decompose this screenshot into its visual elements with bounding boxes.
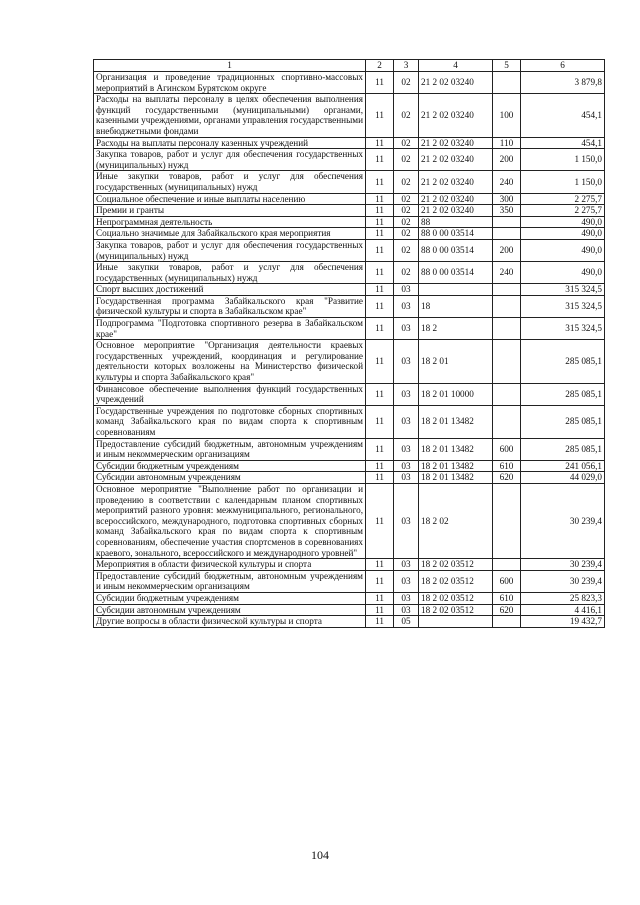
- amount: 30 239,4: [521, 570, 605, 592]
- subsection-code: 03: [394, 318, 419, 340]
- table-row: [94, 570, 605, 592]
- amount: 1 150,0: [521, 149, 605, 171]
- table-row: [94, 460, 605, 472]
- row-name: Иные закупки товаров, работ и услуг для обеспечения государственных (муниципальных) нужд: [94, 262, 366, 284]
- section-code: 11: [366, 570, 394, 592]
- section-code: 11: [366, 193, 394, 205]
- table-row: [94, 616, 605, 628]
- table-row: [94, 94, 605, 137]
- target-article-code: 88: [419, 216, 493, 228]
- subsection-code: 03: [394, 483, 419, 558]
- expense-type-code: [493, 284, 521, 296]
- expense-type-code: 600: [493, 438, 521, 460]
- target-article-code: 21 2 02 03240: [419, 72, 493, 94]
- expense-type-code: 610: [493, 460, 521, 472]
- row-name: Субсидии автономным учреждениям: [94, 604, 366, 616]
- subsection-code: 03: [394, 559, 419, 571]
- target-article-code: 18 2 01 13482: [419, 438, 493, 460]
- expense-type-code: 620: [493, 604, 521, 616]
- subsection-code: 03: [394, 472, 419, 484]
- subsection-code: 02: [394, 137, 419, 149]
- expense-type-code: [493, 616, 521, 628]
- subsection-code: 02: [394, 193, 419, 205]
- amount: 30 239,4: [521, 483, 605, 558]
- table-row: [94, 604, 605, 616]
- table-row: [94, 383, 605, 405]
- section-code: 11: [366, 604, 394, 616]
- amount: 285 085,1: [521, 383, 605, 405]
- expense-type-code: [493, 295, 521, 317]
- section-code: 11: [366, 383, 394, 405]
- subsection-code: 03: [394, 570, 419, 592]
- section-code: 11: [366, 205, 394, 217]
- target-article-code: 18 2 01 10000: [419, 383, 493, 405]
- subsection-code: 03: [394, 604, 419, 616]
- expense-type-code: 610: [493, 592, 521, 604]
- section-code: 11: [366, 405, 394, 438]
- table-row: [94, 284, 605, 296]
- table-row: [94, 262, 605, 284]
- section-code: 11: [366, 94, 394, 137]
- table-row: [94, 239, 605, 261]
- target-article-code: 21 2 02 03240: [419, 171, 493, 193]
- target-article-code: 18: [419, 295, 493, 317]
- header-cell: 5: [493, 60, 521, 72]
- section-code: 11: [366, 460, 394, 472]
- target-article-code: 18 2 02: [419, 483, 493, 558]
- expense-type-code: 100: [493, 94, 521, 137]
- table-row: [94, 559, 605, 571]
- section-code: 11: [366, 216, 394, 228]
- amount: 2 275,7: [521, 193, 605, 205]
- row-name: Предоставление субсидий бюджетным, автономным учреждениям и иным некоммерческим организациям: [94, 438, 366, 460]
- table-row: [94, 216, 605, 228]
- table-row: [94, 137, 605, 149]
- table-row: [94, 592, 605, 604]
- expense-type-code: 350: [493, 205, 521, 217]
- expense-type-code: 600: [493, 570, 521, 592]
- amount: 3 879,8: [521, 72, 605, 94]
- row-name: Иные закупки товаров, работ и услуг для обеспечения государственных (муниципальных) нужд: [94, 171, 366, 193]
- target-article-code: 88 0 00 03514: [419, 239, 493, 261]
- subsection-code: 02: [394, 216, 419, 228]
- subsection-code: 05: [394, 616, 419, 628]
- expense-type-code: [493, 383, 521, 405]
- target-article-code: 18 2 02 03512: [419, 570, 493, 592]
- target-article-code: [419, 616, 493, 628]
- section-code: 11: [366, 228, 394, 240]
- amount: 315 324,5: [521, 295, 605, 317]
- target-article-code: 18 2 02 03512: [419, 559, 493, 571]
- table-row: [94, 483, 605, 558]
- subsection-code: 03: [394, 295, 419, 317]
- target-article-code: 21 2 02 03240: [419, 193, 493, 205]
- amount: 315 324,5: [521, 318, 605, 340]
- target-article-code: 18 2 01: [419, 340, 493, 383]
- expense-type-code: 240: [493, 262, 521, 284]
- amount: 490,0: [521, 228, 605, 240]
- expense-type-code: 300: [493, 193, 521, 205]
- section-code: 11: [366, 559, 394, 571]
- expense-type-code: [493, 72, 521, 94]
- header-cell: 2: [366, 60, 394, 72]
- table-row: [94, 472, 605, 484]
- subsection-code: 03: [394, 383, 419, 405]
- row-name: Социально значимые для Забайкальского края мероприятия: [94, 228, 366, 240]
- subsection-code: 03: [394, 284, 419, 296]
- target-article-code: 18 2 01 13482: [419, 405, 493, 438]
- target-article-code: 88 0 00 03514: [419, 262, 493, 284]
- page-number: 104: [311, 848, 329, 862]
- subsection-code: 03: [394, 438, 419, 460]
- section-code: 11: [366, 262, 394, 284]
- amount: 285 085,1: [521, 438, 605, 460]
- row-name: Государственная программа Забайкальского края "Развитие физической культуры и спорта в Забайкальском крае": [94, 295, 366, 317]
- amount: 490,0: [521, 216, 605, 228]
- row-name: Другие вопросы в области физической культуры и спорта: [94, 616, 366, 628]
- section-code: 11: [366, 592, 394, 604]
- section-code: 11: [366, 483, 394, 558]
- expense-type-code: 110: [493, 137, 521, 149]
- row-name: Государственные учреждения по подготовке сборных спортивных команд Забайкальского края по видам спорта к спортивным соревнованиям: [94, 405, 366, 438]
- table-row: [94, 149, 605, 171]
- amount: 490,0: [521, 262, 605, 284]
- row-name: Социальное обеспечение и иные выплаты населению: [94, 193, 366, 205]
- subsection-code: 02: [394, 228, 419, 240]
- row-name: Закупка товаров, работ и услуг для обеспечения государственных (муниципальных) нужд: [94, 239, 366, 261]
- header-cell: 4: [419, 60, 493, 72]
- expense-type-code: [493, 228, 521, 240]
- amount: 2 275,7: [521, 205, 605, 217]
- target-article-code: 18 2 01 13482: [419, 472, 493, 484]
- row-name: Закупка товаров, работ и услуг для обеспечения государственных (муниципальных) нужд: [94, 149, 366, 171]
- subsection-code: 02: [394, 72, 419, 94]
- amount: 4 416,1: [521, 604, 605, 616]
- amount: 44 029,0: [521, 472, 605, 484]
- row-name: Основное мероприятие "Организация деятельности краевых государственных учреждений, координация и регулирование деятельности которых возложены на Министерство физической культуры и спорта Забайкальского края": [94, 340, 366, 383]
- target-article-code: 21 2 02 03240: [419, 205, 493, 217]
- section-code: 11: [366, 616, 394, 628]
- subsection-code: 02: [394, 239, 419, 261]
- expense-type-code: 200: [493, 239, 521, 261]
- expense-type-code: 240: [493, 171, 521, 193]
- expense-type-code: [493, 405, 521, 438]
- amount: 285 085,1: [521, 405, 605, 438]
- section-code: 11: [366, 340, 394, 383]
- expense-type-code: [493, 318, 521, 340]
- expense-type-code: 620: [493, 472, 521, 484]
- expense-type-code: 200: [493, 149, 521, 171]
- row-name: Расходы на выплаты персоналу казенных учреждений: [94, 137, 366, 149]
- amount: 19 432,7: [521, 616, 605, 628]
- table-row: [94, 171, 605, 193]
- target-article-code: 18 2 01 13482: [419, 460, 493, 472]
- subsection-code: 02: [394, 94, 419, 137]
- row-name: Субсидии автономным учреждениям: [94, 472, 366, 484]
- target-article-code: 88 0 00 03514: [419, 228, 493, 240]
- subsection-code: 02: [394, 149, 419, 171]
- row-name: Финансовое обеспечение выполнения функций государственных учреждений: [94, 383, 366, 405]
- target-article-code: 21 2 02 03240: [419, 137, 493, 149]
- target-article-code: 21 2 02 03240: [419, 94, 493, 137]
- table-row: [94, 205, 605, 217]
- section-code: 11: [366, 295, 394, 317]
- header-cell: 6: [521, 60, 605, 72]
- expense-type-code: [493, 340, 521, 383]
- row-name: Мероприятия в области физической культуры и спорта: [94, 559, 366, 571]
- row-name: Основное мероприятие "Выполнение работ по организации и проведению в соответствии с календарным планом спортивных мероприятий разного уровня: межмуниципального, регионального, всероссийского, международного, подготовка спортивных сборных команд Забайкальского края по видам спорта к спортивным соревнованиям, обеспечение участия спортсменов в соревнованиях краевого, зонального, всероссийского и международного уровней": [94, 483, 366, 558]
- row-name: Субсидии бюджетным учреждениям: [94, 592, 366, 604]
- table-row: [94, 318, 605, 340]
- target-article-code: 18 2 02 03512: [419, 604, 493, 616]
- amount: 30 239,4: [521, 559, 605, 571]
- expense-type-code: [493, 559, 521, 571]
- table-row: [94, 72, 605, 94]
- amount: 1 150,0: [521, 171, 605, 193]
- amount: 490,0: [521, 239, 605, 261]
- section-code: 11: [366, 137, 394, 149]
- table-row: [94, 228, 605, 240]
- row-name: Премии и гранты: [94, 205, 366, 217]
- subsection-code: 02: [394, 171, 419, 193]
- row-name: Организация и проведение традиционных спортивно-массовых мероприятий в Агинском Бурятском округе: [94, 72, 366, 94]
- row-name: Спорт высших достижений: [94, 284, 366, 296]
- amount: 315 324,5: [521, 284, 605, 296]
- section-code: 11: [366, 72, 394, 94]
- row-name: Расходы на выплаты персоналу в целях обеспечения выполнения функций государственными (муниципальными) органами, казенными учреждениями, органами управления государственными внебюджетными фондами: [94, 94, 366, 137]
- section-code: 11: [366, 239, 394, 261]
- row-name: Непрограммная деятельность: [94, 216, 366, 228]
- expense-type-code: [493, 483, 521, 558]
- section-code: 11: [366, 318, 394, 340]
- budget-table: [93, 59, 605, 628]
- subsection-code: 03: [394, 405, 419, 438]
- section-code: 11: [366, 149, 394, 171]
- header-cell: 1: [94, 60, 366, 72]
- section-code: 11: [366, 472, 394, 484]
- amount: 241 056,1: [521, 460, 605, 472]
- amount: 454,1: [521, 94, 605, 137]
- section-code: 11: [366, 284, 394, 296]
- section-code: 11: [366, 171, 394, 193]
- target-article-code: 21 2 02 03240: [419, 149, 493, 171]
- amount: 285 085,1: [521, 340, 605, 383]
- row-name: Субсидии бюджетным учреждениям: [94, 460, 366, 472]
- table-row: [94, 295, 605, 317]
- target-article-code: [419, 284, 493, 296]
- table-row: [94, 193, 605, 205]
- subsection-code: 03: [394, 340, 419, 383]
- table-row: [94, 405, 605, 438]
- amount: 454,1: [521, 137, 605, 149]
- subsection-code: 02: [394, 205, 419, 217]
- target-article-code: 18 2: [419, 318, 493, 340]
- header-row: [94, 60, 605, 72]
- table-row: [94, 438, 605, 460]
- subsection-code: 02: [394, 262, 419, 284]
- subsection-code: 03: [394, 592, 419, 604]
- row-name: Предоставление субсидий бюджетным, автономным учреждениям и иным некоммерческим организациям: [94, 570, 366, 592]
- expense-type-code: [493, 216, 521, 228]
- amount: 25 823,3: [521, 592, 605, 604]
- table-row: [94, 340, 605, 383]
- target-article-code: 18 2 02 03512: [419, 592, 493, 604]
- header-cell: 3: [394, 60, 419, 72]
- row-name: Подпрограмма "Подготовка спортивного резерва в Забайкальском крае": [94, 318, 366, 340]
- subsection-code: 03: [394, 460, 419, 472]
- section-code: 11: [366, 438, 394, 460]
